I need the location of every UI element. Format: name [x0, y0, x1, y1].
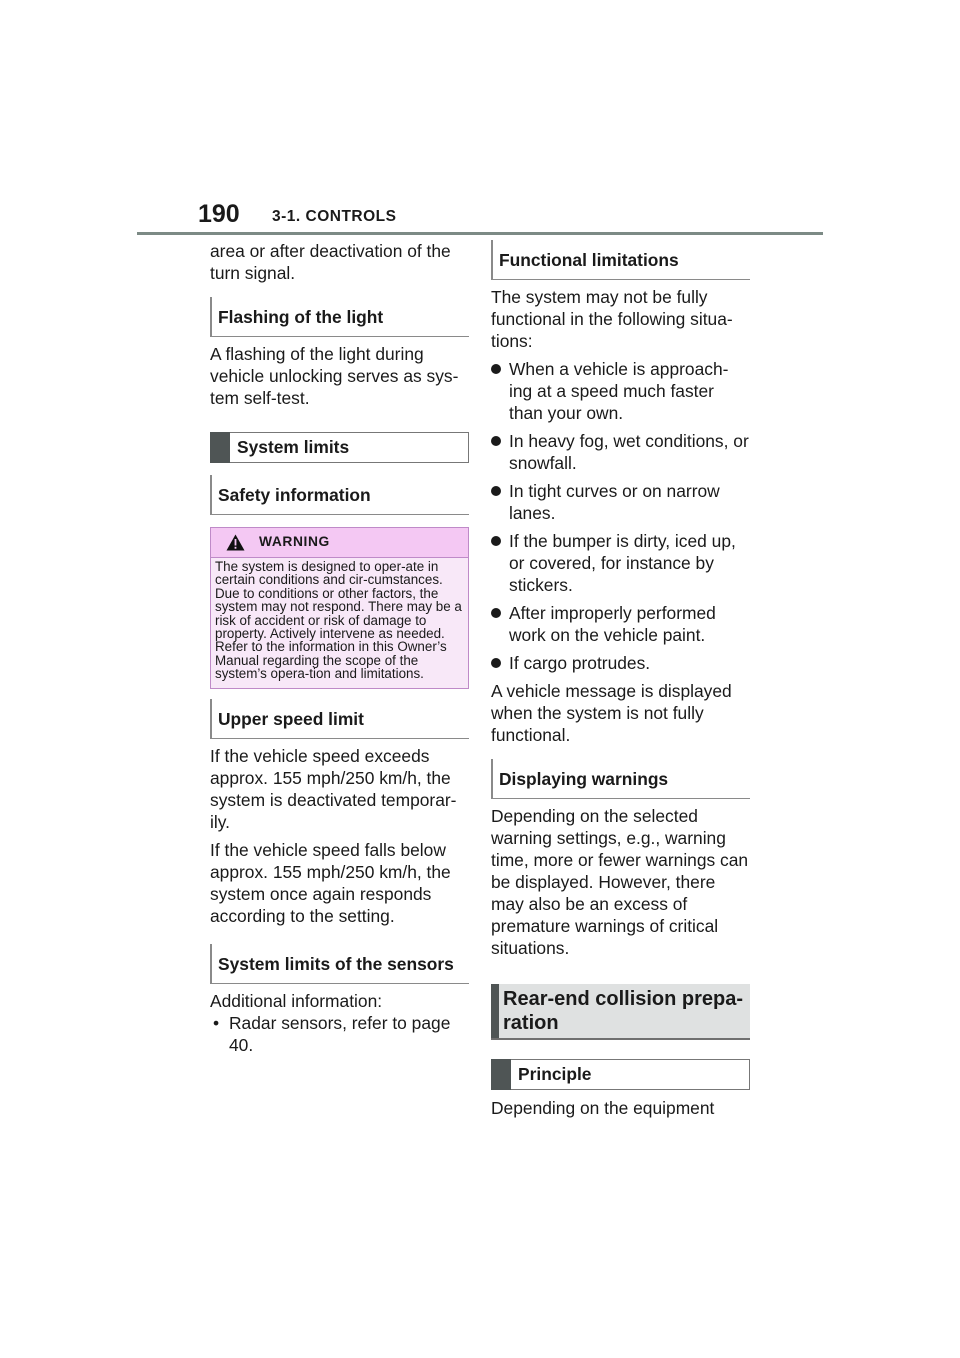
- safety-heading-text: Safety information: [218, 485, 371, 505]
- chapter-title: 3-1. CONTROLS: [272, 208, 397, 225]
- system-limits-heading: [210, 432, 469, 463]
- principle-body: Depending on the equipment: [491, 1098, 715, 1118]
- bullet-dot-icon: [491, 436, 501, 446]
- sensors-heading-text: System limits of the sensors: [218, 953, 454, 974]
- displaying-body: Depending on the selected warning settings, e.g., warning time, more or fewer warnings can be displayed. However, there may also be an excess of premature warnings of critical situations.: [491, 806, 749, 958]
- bullet-dot-icon: [491, 486, 501, 496]
- warning-body: The system is designed to oper-ate in certain conditions and cir-cumstances. Due to conditions or other factors, the system may not respond. There may be a risk of accident or risk of damage to property. Actively intervene as needed. Refer to the information in this Owner’s Manual regarding the scope of the system’s opera-tion and limitations.: [211, 558, 468, 688]
- list-item: [491, 652, 750, 674]
- flashing-heading: [210, 297, 469, 337]
- upper-speed-paragraph-2: If the vehicle speed falls below approx. 155 mph/250 km/h, the system once again responds according to the setting.: [210, 839, 451, 926]
- additional-info: Additional information:: [210, 990, 383, 1011]
- bullet-dot-icon: [491, 536, 501, 546]
- principle-heading: [491, 1059, 750, 1090]
- warning-header: [211, 528, 468, 558]
- list-item: [491, 602, 750, 646]
- list-item: [491, 358, 750, 424]
- radar-bullet: [210, 1012, 469, 1056]
- heading-bar: [210, 699, 212, 738]
- warning-title: WARNING: [259, 534, 330, 549]
- heading-block: [491, 1059, 511, 1090]
- bullet-dot-icon: [491, 658, 501, 668]
- heading-block: [210, 432, 230, 463]
- bullet-marker: •: [213, 1012, 220, 1033]
- displaying-heading-text: Displaying warnings: [499, 769, 669, 789]
- safety-heading: [210, 475, 469, 515]
- list-item-text: When a vehicle is approach-ing at a speed much faster than your own.: [509, 359, 729, 423]
- functional-intro: The system may not be fully functional in the following situa-tions:: [491, 287, 733, 351]
- heading-bar: [210, 475, 212, 514]
- sensors-heading: [210, 944, 469, 984]
- list-item-text: If cargo protrudes.: [509, 653, 651, 673]
- functional-outro: A vehicle message is displayed when the system is not fully functional.: [491, 681, 732, 745]
- list-item: [491, 530, 750, 596]
- warning-box: [210, 527, 469, 689]
- page-number: 190: [198, 200, 240, 228]
- list-item: [491, 480, 750, 524]
- upper-speed-heading: [210, 699, 469, 739]
- displaying-heading: [491, 759, 750, 799]
- list-item-text: In tight curves or on narrow lanes.: [509, 481, 720, 523]
- flashing-body: A flashing of the light during vehicle unlocking serves as sys-tem self-test.: [210, 344, 459, 408]
- heading-bar: [491, 240, 493, 279]
- heading-bar: [210, 944, 212, 983]
- functional-heading: [491, 240, 750, 280]
- heading-bar: [491, 759, 493, 798]
- rear-end-heading: [491, 984, 750, 1040]
- list-item-text: If the bumper is dirty, iced up, or covered, for instance by stickers.: [509, 531, 736, 595]
- list-item-text: In heavy fog, wet conditions, or snowfall.: [509, 431, 749, 473]
- list-item: [491, 430, 750, 474]
- list-item-text: After improperly performed work on the vehicle paint.: [509, 603, 716, 645]
- system-limits-heading-text: System limits: [237, 437, 350, 457]
- radar-bullet-text: Radar sensors, refer to page 40.: [229, 1012, 451, 1055]
- warning-triangle-icon: [226, 534, 245, 551]
- upper-speed-heading-text: Upper speed limit: [218, 708, 364, 729]
- left-column: [210, 240, 469, 1056]
- bullet-dot-icon: [491, 364, 501, 374]
- rear-end-heading-text: Rear-end collision prepa-ration: [503, 988, 744, 1034]
- functional-heading-text: Functional limitations: [499, 250, 679, 270]
- principle-heading-text: Principle: [518, 1064, 592, 1084]
- bullet-dot-icon: [491, 608, 501, 618]
- flashing-heading-text: Flashing of the light: [218, 307, 384, 327]
- upper-speed-paragraph-1: If the vehicle speed exceeds approx. 155 mph/250 km/h, the system is deactivated temporar-ily.: [210, 745, 457, 832]
- page-header: [0, 0, 960, 240]
- intro-text: area or after deactivation of the turn signal.: [210, 241, 451, 283]
- heading-block: [491, 984, 499, 1038]
- heading-bar: [210, 297, 212, 336]
- right-column: [491, 240, 750, 1119]
- header-rule: [137, 232, 823, 235]
